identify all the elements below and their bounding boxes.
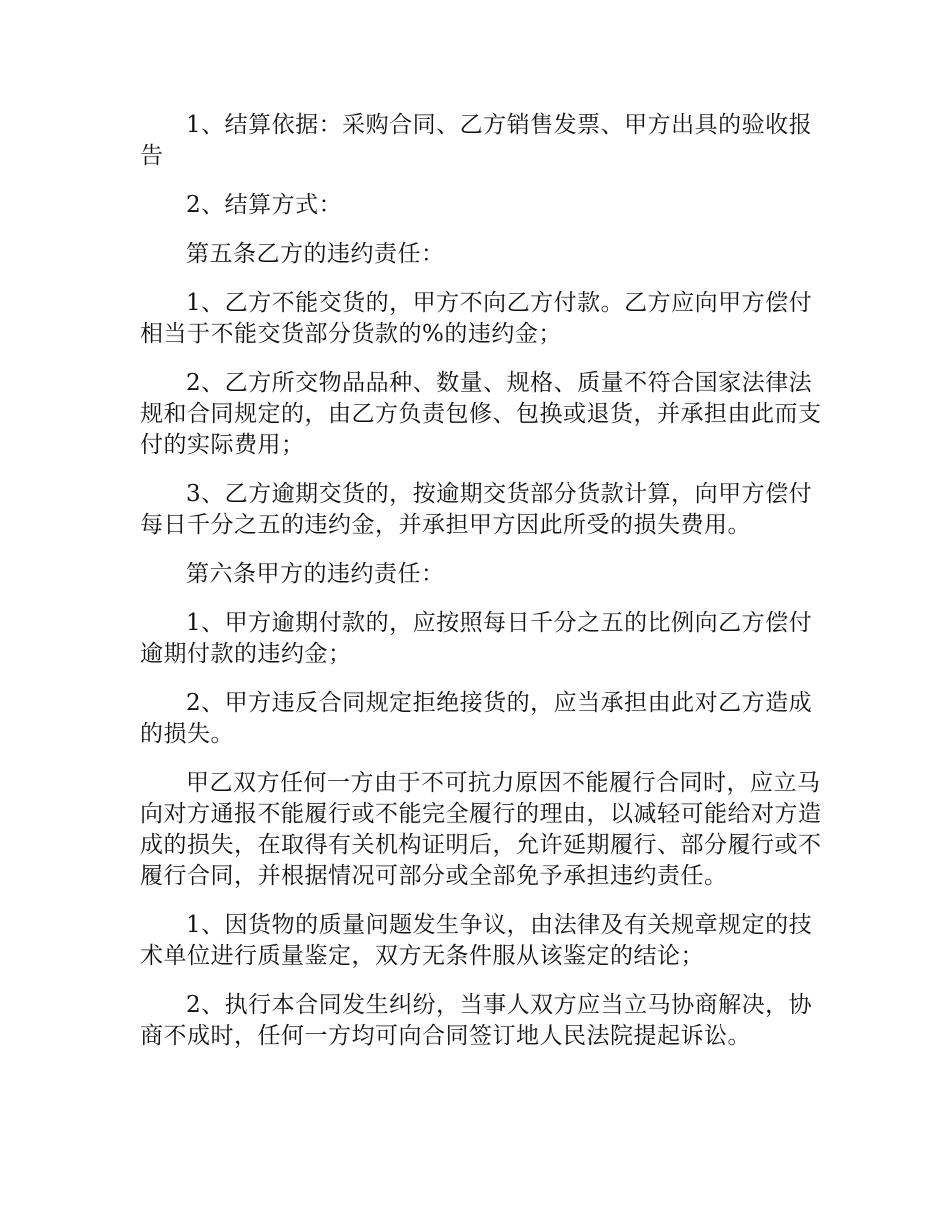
heading-article-5: 第五条乙方的违约责任： (186, 241, 445, 267)
paragraph-article-5-item-1: 1、乙方不能交货的，甲方不向乙方付款。乙方应向甲方偿付相当于不能交货部分货款的%的违约金； (140, 290, 813, 347)
heading-article-6: 第六条甲方的违约责任： (186, 561, 445, 587)
paragraph-settlement-method: 2、结算方式： (186, 192, 343, 218)
paragraph-article-6-item-2: 2、甲方违反合同规定拒绝接货的，应当承担由此对乙方造成的损失。 (140, 690, 813, 747)
paragraph-dispute-item-1: 1、因货物的质量问题发生争议，由法律及有关规章规定的技术单位进行质量鉴定，双方无条件服从该鉴定的结论； (140, 912, 813, 969)
paragraph-dispute-item-2: 2、执行本合同发生纠纷，当事人双方应当立马协商解决，协商不成时，任何一方均可向合同签订地人民法院提起诉讼。 (140, 992, 813, 1049)
paragraph-article-5-item-2: 2、乙方所交物品品种、数量、规格、质量不符合国家法律法规和合同规定的，由乙方负责包修、包换或退货，并承担由此而支付的实际费用； (140, 370, 822, 458)
document-body (140, 110, 830, 1070)
paragraph-article-5-item-3: 3、乙方逾期交货的，按逾期交货部分货款计算，向甲方偿付每日千分之五的违约金，并承担甲方因此所受的损失费用。 (140, 481, 813, 538)
paragraph-article-6-item-1: 1、甲方逾期付款的，应按照每日千分之五的比例向乙方偿付逾期付款的违约金； (140, 610, 813, 667)
paragraph-force-majeure: 甲乙双方任何一方由于不可抗力原因不能履行合同时，应立马向对方通报不能履行或不能完全履行的理由，以减轻可能给对方造成的损失，在取得有关机构证明后，允许延期履行、部分履行或不履行合同，并根据情况可部分或全部免予承担违约责任。 (140, 770, 822, 889)
paragraph-settlement-basis: 1、结算依据：采购合同、乙方销售发票、甲方出具的验收报告 (140, 112, 813, 169)
